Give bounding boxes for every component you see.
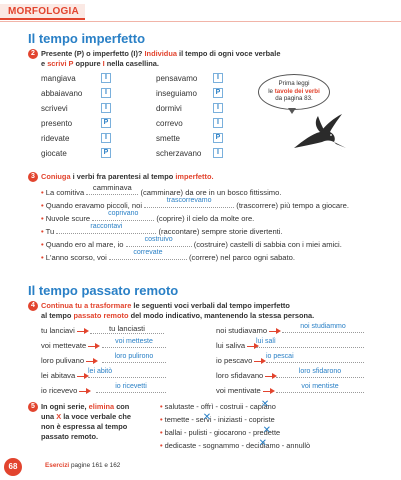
answer-blank[interactable]: lei abitò [88, 368, 166, 378]
header-divider [0, 21, 401, 22]
verb-label: scherzavano [156, 149, 202, 158]
verb-label: pensavamo [156, 74, 198, 83]
answer-box[interactable]: I [213, 73, 223, 83]
series-row: • temette - ser ✕vi - iniziasti - copriste [160, 415, 275, 425]
section-tab: MORFOLOGIA [0, 4, 85, 20]
answer-box[interactable]: P [213, 88, 223, 98]
answer-box[interactable]: I [213, 118, 223, 128]
x-mark-icon[interactable]: d ✕ [260, 441, 264, 451]
answer-blank[interactable]: raccontavi [56, 225, 156, 234]
exercise-number-2: 2 [28, 49, 38, 59]
answer-blank[interactable]: costruivo [126, 238, 192, 247]
conversion-row: voi mettevate [41, 341, 100, 350]
speech-bubble: Prima leggi le tavole dei verbi da pagina 83. [258, 74, 330, 110]
series-row: • salutaste - offrì - costruii - capi ✕ano [160, 402, 276, 412]
answer-box[interactable]: I [101, 88, 111, 98]
verb-label: smette [156, 134, 181, 143]
conversion-row: io pescavo [216, 356, 266, 365]
answer-blank[interactable]: loro pulirono [102, 353, 166, 363]
arrow-right-icon [88, 343, 100, 350]
sentence-row: • Quando eravamo piccoli, noi trascorrevamo (trascorrere) più tempo a giocare. [41, 197, 349, 210]
answer-box[interactable]: I [213, 148, 223, 158]
answer-box[interactable]: I [101, 103, 111, 113]
verb-label: dormivi [156, 104, 182, 113]
x-mark-icon[interactable]: r ✕ [204, 415, 206, 425]
exercise-number-5: 5 [28, 402, 38, 412]
answer-blank[interactable]: loro sfidarono [276, 368, 364, 378]
arrow-right-icon [77, 328, 89, 335]
sentence-row: • Nuvole scure coprivano (coprire) il cielo da molte ore. [41, 210, 255, 223]
page-number-badge: 68 [4, 458, 22, 476]
arrow-right-icon [269, 328, 281, 335]
conversion-row: loro pulivano [41, 356, 98, 365]
answer-blank[interactable]: camminava [86, 186, 138, 195]
exercise-5-instructions: In ogni serie, elimina con una X la voce verbale che non è espressa al tempo passato remoto. [41, 402, 131, 441]
conversion-row: voi mentivate [216, 386, 275, 395]
verb-label: inseguiamo [156, 89, 197, 98]
answer-blank[interactable]: io ricevetti [96, 383, 166, 393]
answer-blank[interactable]: lui salì [256, 338, 364, 348]
verb-label: giocate [41, 149, 67, 158]
answer-blank[interactable]: trascorrevamo [144, 199, 234, 208]
answer-box[interactable]: P [101, 118, 111, 128]
answer-box[interactable]: P [213, 133, 223, 143]
exercise-number-4: 4 [28, 301, 38, 311]
answer-box[interactable]: I [101, 73, 111, 83]
answer-box[interactable]: I [213, 103, 223, 113]
conversion-row: loro sfidavano [216, 371, 277, 380]
sentence-row: • Quando ero al mare, io costruivo (costruire) castelli di sabbia con i miei amici. [41, 236, 342, 249]
sentence-row: • L'anno scorso, voi correvate (correre) nel parco ogni sabato. [41, 249, 295, 262]
answer-blank[interactable]: voi metteste [102, 338, 166, 348]
conversion-row: tu lanciavi [41, 326, 89, 335]
swallow-bird-icon [290, 110, 350, 156]
verb-label: mangiava [41, 74, 76, 83]
sentence-row: • Tu raccontavi (raccontare) sempre storie divertenti. [41, 223, 283, 236]
conversion-row: lui saliva [216, 341, 259, 350]
verb-label: ridevate [41, 134, 70, 143]
answer-box[interactable]: I [101, 133, 111, 143]
answer-blank[interactable]: noi studiammo [282, 323, 364, 333]
sentence-row: • La comitiva camminava (camminare) da ore in un bosco fittissimo. [41, 183, 282, 197]
exercise-3-instructions: Coniuga i verbi fra parentesi al tempo imperfetto. [41, 172, 214, 181]
answer-blank[interactable]: coprivano [92, 212, 154, 221]
x-mark-icon[interactable]: i ✕ [262, 402, 264, 412]
verb-label: scrivevi [41, 104, 68, 113]
answer-blank[interactable]: io pescai [266, 353, 364, 363]
section-title-imperfetto: Il tempo imperfetto [28, 31, 146, 46]
answer-blank[interactable]: tu lanciasti [90, 324, 164, 334]
verb-label: presento [41, 119, 73, 128]
conversion-row: noi studiavamo [216, 326, 281, 335]
section-title-passato-remoto: Il tempo passato remoto [28, 283, 179, 298]
verb-label: abbaiavano [41, 89, 83, 98]
exercise-number-3: 3 [28, 172, 38, 182]
exercise-2-instructions: Presente (P) o imperfetto (I)? Individua il tempo di ogni voce verbale e scrivi P oppure I nella casellina. [41, 49, 281, 68]
answer-box[interactable]: P [101, 148, 111, 158]
exercise-4-instructions: Continua tu a trasformare le seguenti voci verbali dal tempo imperfetto al tempo passato remoto del modo indicativo, mantenendo la stessa persona. [41, 301, 315, 320]
answer-blank[interactable]: voi mentiste [276, 383, 364, 393]
arrow-right-icon [79, 388, 91, 395]
page-header [0, 0, 401, 26]
answer-blank[interactable]: correvate [109, 251, 187, 260]
conversion-row: lei abitava [41, 371, 89, 380]
arrow-right-icon [86, 358, 98, 365]
arrow-right-icon [254, 358, 266, 365]
footer-reference: Esercizi pagine 161 e 162 [45, 462, 121, 469]
verb-label: correvo [156, 119, 183, 128]
series-row: • ballai - pulisti - giocarono - pred ✕ette [160, 428, 280, 438]
conversion-row: io ricevevo [41, 386, 91, 395]
series-row: • dedicaste - sognammo - decid ✕iamo - annullò [160, 441, 310, 451]
x-mark-icon[interactable]: d ✕ [264, 428, 268, 438]
arrow-right-icon [263, 388, 275, 395]
